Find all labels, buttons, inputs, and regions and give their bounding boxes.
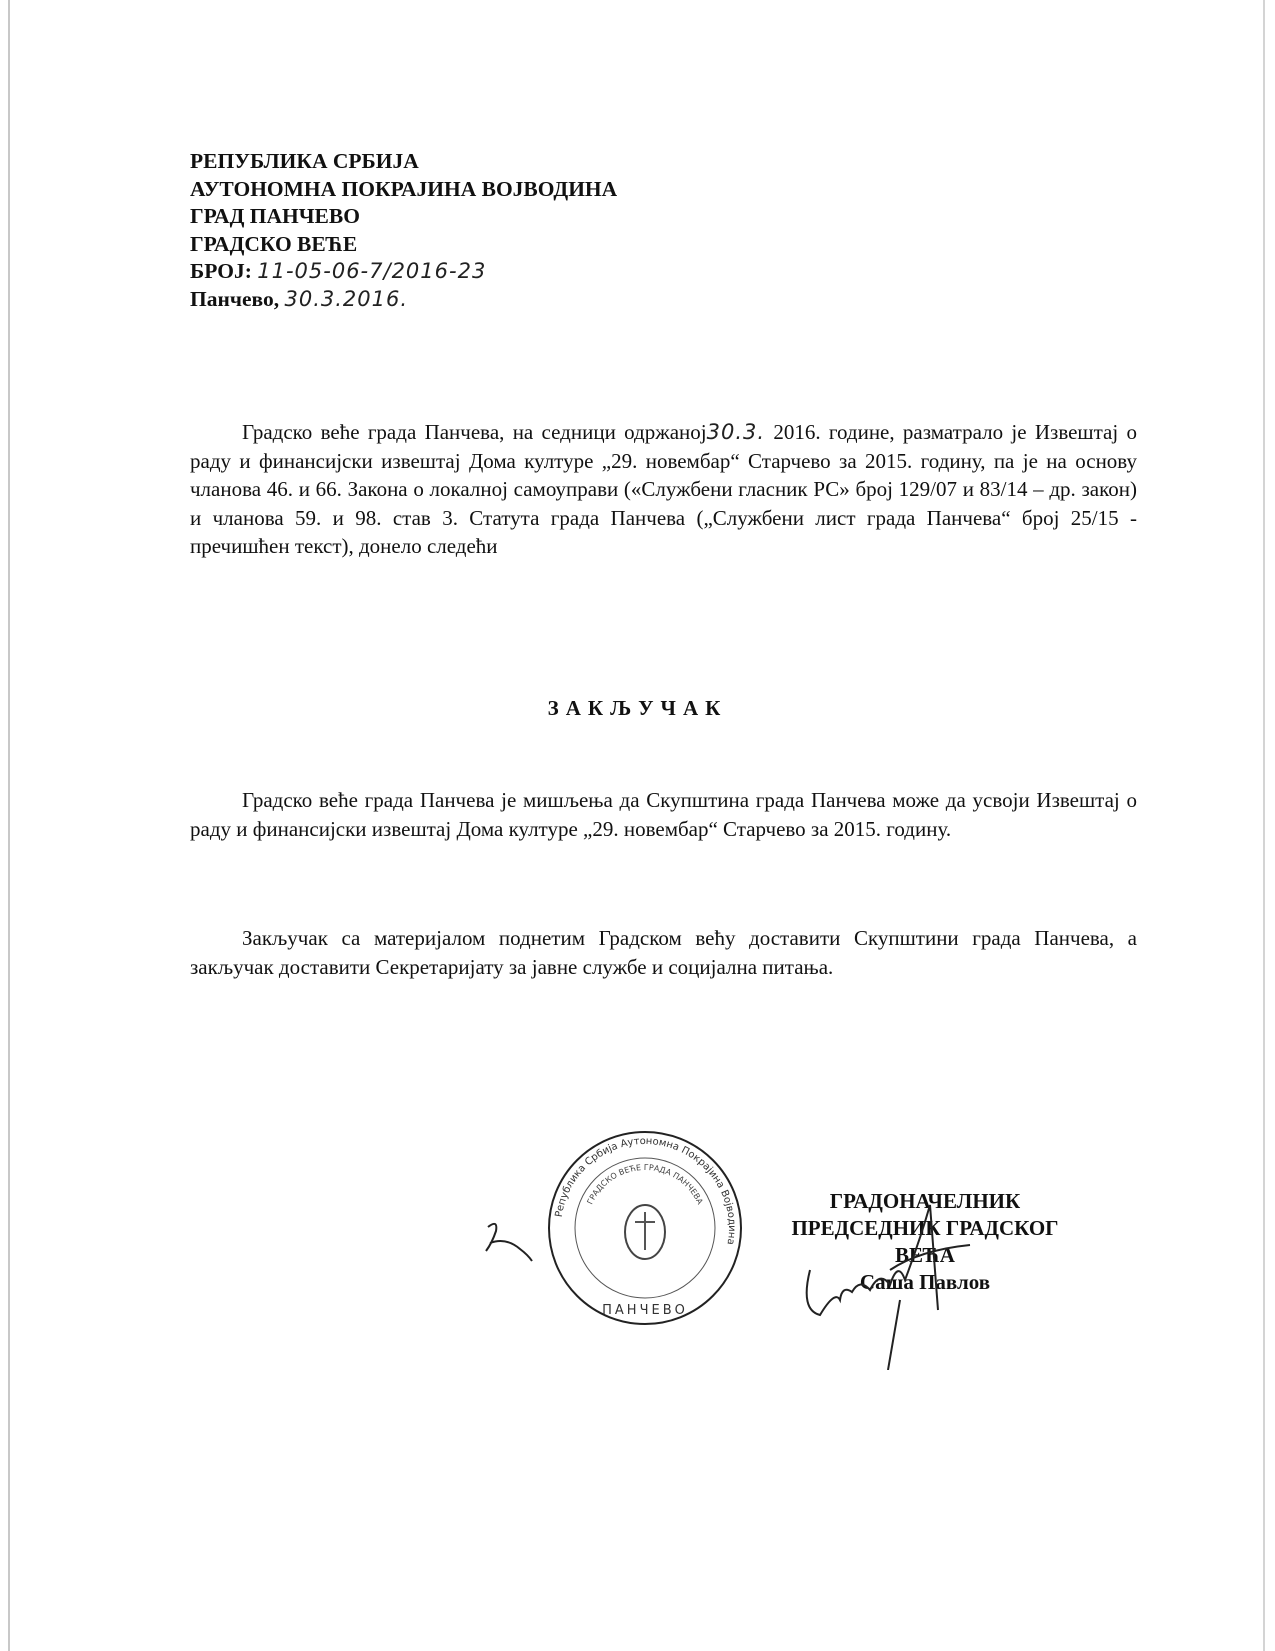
number-label: БРОЈ: — [190, 259, 252, 283]
scan-edge-left — [8, 0, 10, 1651]
header-line: РЕПУБЛИКА СРБИЈА — [190, 149, 419, 173]
signatory-title: ГРАДОНАЧЕЛНИК — [829, 1189, 1021, 1213]
signatory-name: Саша Павлов — [859, 1270, 991, 1294]
document-title: ЗАКЉУЧАК — [547, 696, 728, 720]
stamp-inner-text: ГРАДСКО ВЕЋЕ ГРАДА ПАНЧЕВА — [585, 1162, 705, 1206]
scan-edge-right — [1263, 0, 1265, 1651]
preamble-text: Градско веће града Панчева, на седници одржаној — [242, 420, 707, 444]
stamp-bottom-text: ПАНЧЕВО — [602, 1303, 688, 1318]
svg-text:ГРАДСКО ВЕЋЕ ГРАДА ПАНЧЕВА — [585, 1163, 704, 1206]
document-date — [190, 286, 617, 314]
conclusion-text: Градско веће града Панчева је мишљења да Скупштина града Панчева може да усвоји Извештај о раду и финансијски извештај Дома културе „29. новембар“ Старчево за 2015. годину. — [190, 788, 1137, 841]
number-value: 11-05-06-7/2016-23 — [257, 259, 487, 283]
place-label: Панчево, — [190, 286, 280, 311]
official-stamp — [545, 1128, 745, 1328]
header-line: ГРАДСКО ВЕЋЕ — [190, 231, 358, 256]
date-value: 30.3.2016. — [284, 286, 409, 311]
stamp-outer-text: Република Србија Аутономна Покрајина Војводина — [553, 1135, 738, 1246]
handwritten-initial — [480, 1215, 540, 1265]
handwritten-signature — [780, 1200, 1000, 1370]
paragraph-preamble — [190, 418, 1137, 561]
signatory-position: ПРЕДСЕДНИК ГРАДСКОГ ВЕЋА — [791, 1216, 1059, 1267]
paragraph-conclusion — [190, 786, 1137, 843]
header-line: АУТОНОМНА ПОКРАЈИНА ВОЈВОДИНА — [190, 176, 618, 201]
document-number — [190, 258, 617, 286]
delivery-text: Закључак са материјалом поднетим Градском већу доставити Скупштини града Панчева, а закључак доставити Секретаријату за јавне службе и социјална питања. — [190, 926, 1137, 979]
paragraph-delivery — [190, 924, 1137, 981]
session-date: 30.3. — [706, 420, 766, 444]
document-header — [190, 148, 617, 313]
preamble-text-cont: 2016. године, разматрало је Извештај о раду и финансијски извештај Дома културе „29. новембар“ Старчево за 2015. годину, па је на основу чланова 46. и 66. Закона о локалној самоуправи («Службени гласник РС» број 129/07 и 83/14 – др. закон) и чланова 59. и 98. став 3. Статута града Панчева („Службени лист града Панчева“ број 25/15 - пречишћен текст), донело следећи — [190, 420, 1137, 558]
header-line: ГРАД ПАНЧЕВО — [190, 204, 360, 228]
